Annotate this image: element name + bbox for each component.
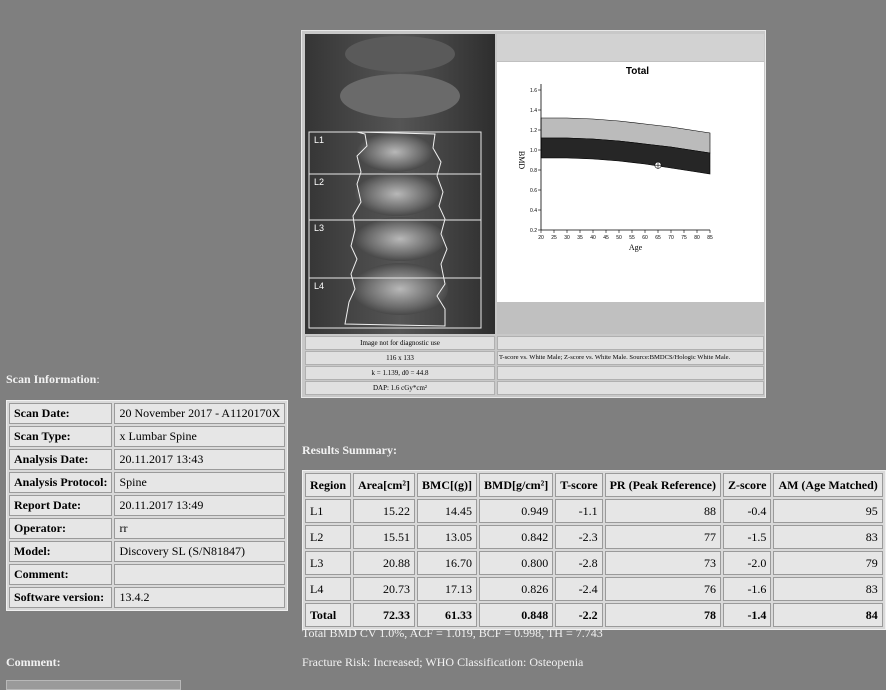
results-cell: 88 bbox=[605, 499, 721, 523]
caption-right-blank bbox=[497, 381, 764, 395]
results-table bbox=[302, 470, 886, 630]
scan-info-row bbox=[9, 472, 285, 493]
scan-info-key: Scan Date: bbox=[9, 403, 112, 424]
results-cell: -2.3 bbox=[555, 525, 602, 549]
chart-y-tick-label: 0.4 bbox=[530, 208, 537, 214]
bmd-chart-container bbox=[497, 62, 764, 302]
scan-info-key: Comment: bbox=[9, 564, 112, 585]
vertebra-label-l4: L4 bbox=[314, 281, 325, 291]
results-cell: 0.800 bbox=[479, 551, 553, 575]
vertebra-label-l3: L3 bbox=[314, 223, 325, 233]
results-header-cell: AM (Age Matched) bbox=[773, 473, 882, 497]
results-cell: -2.0 bbox=[723, 551, 771, 575]
chart-y-tick-label: 1.2 bbox=[530, 128, 537, 134]
results-header-cell: Region bbox=[305, 473, 351, 497]
results-row bbox=[305, 525, 883, 549]
scan-info-value: rr bbox=[114, 518, 285, 539]
results-cell: 79 bbox=[773, 551, 882, 575]
results-cell: L3 bbox=[305, 551, 351, 575]
scan-info-key: Scan Type: bbox=[9, 426, 112, 447]
scan-info-value: 13.4.2 bbox=[114, 587, 285, 608]
scan-info-value: Discovery SL (S/N81847) bbox=[114, 541, 285, 562]
results-cell: -1.1 bbox=[555, 499, 602, 523]
results-cell: 73 bbox=[605, 551, 721, 575]
bmd-chart bbox=[497, 62, 764, 302]
results-header-cell: T-score bbox=[555, 473, 602, 497]
scan-info-row bbox=[9, 426, 285, 447]
scan-info-row bbox=[9, 495, 285, 516]
results-cell: -1.5 bbox=[723, 525, 771, 549]
results-cell: 17.13 bbox=[417, 577, 477, 601]
results-row bbox=[305, 577, 883, 601]
scan-info-value: 20.11.2017 13:49 bbox=[114, 495, 285, 516]
scan-info-row bbox=[9, 587, 285, 608]
caption-right-blank bbox=[497, 336, 764, 350]
results-cell: 0.949 bbox=[479, 499, 553, 523]
scan-info-row bbox=[9, 403, 285, 424]
chart-y-tick-label: 1.0 bbox=[530, 148, 537, 154]
chart-x-tick-label: 80 bbox=[694, 235, 700, 241]
results-header-cell: PR (Peak Reference) bbox=[605, 473, 721, 497]
results-cell: -0.4 bbox=[723, 499, 771, 523]
scan-info-row bbox=[9, 541, 285, 562]
scan-info-value: Spine bbox=[114, 472, 285, 493]
spine-scan-image bbox=[305, 34, 495, 334]
results-cell: -2.2 bbox=[555, 603, 602, 627]
scan-info-value: 20.11.2017 13:43 bbox=[114, 449, 285, 470]
caption-right-blank bbox=[497, 366, 764, 380]
scan-info-row bbox=[9, 449, 285, 470]
scan-info-row bbox=[9, 564, 285, 585]
results-cell: Total bbox=[305, 603, 351, 627]
chart-y-tick-label: 0.2 bbox=[530, 228, 537, 234]
results-cell: 72.33 bbox=[353, 603, 415, 627]
results-cell: 0.842 bbox=[479, 525, 553, 549]
chart-y-tick-label: 1.6 bbox=[530, 88, 537, 94]
chart-x-tick-label: 55 bbox=[629, 235, 635, 241]
chart-y-tick-label: 1.4 bbox=[530, 108, 537, 114]
chart-x-tick-label: 30 bbox=[564, 235, 570, 241]
scan-info-key: Model: bbox=[9, 541, 112, 562]
caption-image-size: 116 x 133 bbox=[305, 351, 495, 365]
image-panel bbox=[301, 30, 766, 398]
results-cell: 95 bbox=[773, 499, 882, 523]
results-row bbox=[305, 603, 883, 627]
results-cell: -1.6 bbox=[723, 577, 771, 601]
scan-info-key: Software version: bbox=[9, 587, 112, 608]
caption-dap: DAP: 1.6 cGy*cm² bbox=[305, 381, 495, 395]
chart-y-tick-label: 0.8 bbox=[530, 168, 537, 174]
results-cell: 15.51 bbox=[353, 525, 415, 549]
scan-info-key: Analysis Protocol: bbox=[9, 472, 112, 493]
scan-info-value: 20 November 2017 - A1120170X bbox=[114, 403, 285, 424]
results-cell: 61.33 bbox=[417, 603, 477, 627]
results-cell: 0.848 bbox=[479, 603, 553, 627]
chart-x-tick-label: 35 bbox=[577, 235, 583, 241]
chart-x-tick-label: 65 bbox=[655, 235, 661, 241]
graph-header bbox=[497, 34, 764, 61]
fracture-risk-footnote: Fracture Risk: Increased; WHO Classification: Osteopenia bbox=[302, 655, 584, 669]
results-cell: 77 bbox=[605, 525, 721, 549]
chart-x-tick-label: 50 bbox=[616, 235, 622, 241]
bmd-cv-footnote: Total BMD CV 1.0%, ACF = 1.019, BCF = 0.998, TH = 7.743 bbox=[302, 626, 603, 640]
results-cell: 0.826 bbox=[479, 577, 553, 601]
results-cell: 20.73 bbox=[353, 577, 415, 601]
scan-info-key: Operator: bbox=[9, 518, 112, 539]
results-row bbox=[305, 499, 883, 523]
results-header-cell: BMD[g/cm²] bbox=[479, 473, 553, 497]
results-cell: 83 bbox=[773, 577, 882, 601]
scan-info-table bbox=[6, 400, 288, 611]
results-cell: -2.8 bbox=[555, 551, 602, 575]
results-cell: 76 bbox=[605, 577, 721, 601]
results-cell: -1.4 bbox=[723, 603, 771, 627]
results-header-cell: BMC[(g)] bbox=[417, 473, 477, 497]
results-cell: L2 bbox=[305, 525, 351, 549]
scan-info-value bbox=[114, 564, 285, 585]
results-cell: L1 bbox=[305, 499, 351, 523]
chart-y-label: BMD bbox=[517, 150, 526, 170]
results-row bbox=[305, 551, 883, 575]
chart-x-tick-label: 75 bbox=[681, 235, 687, 241]
results-cell: 14.45 bbox=[417, 499, 477, 523]
results-cell: 15.22 bbox=[353, 499, 415, 523]
chart-x-tick-label: 40 bbox=[590, 235, 596, 241]
caption-reference-source: T-score vs. White Male; Z-score vs. White Male. Source:BMDCS/Hologic White Male. bbox=[497, 351, 764, 365]
chart-x-tick-label: 60 bbox=[642, 235, 648, 241]
vertebra-label-l2: L2 bbox=[314, 177, 325, 187]
scan-info-title: Scan Information: bbox=[6, 372, 100, 386]
chart-x-tick-label: 25 bbox=[551, 235, 557, 241]
chart-title: Total bbox=[625, 66, 650, 77]
chart-x-tick-label: 85 bbox=[707, 235, 713, 241]
chart-x-label: Age bbox=[628, 243, 643, 252]
results-cell: 13.05 bbox=[417, 525, 477, 549]
chart-x-tick-label: 70 bbox=[668, 235, 674, 241]
scan-info-key: Report Date: bbox=[9, 495, 112, 516]
graph-area bbox=[497, 34, 764, 334]
comment-title: Comment: bbox=[6, 655, 61, 669]
caption-k-d0: k = 1.139, d0 = 44.8 bbox=[305, 366, 495, 380]
results-cell: 20.88 bbox=[353, 551, 415, 575]
vertebra-label-l1: L1 bbox=[314, 135, 325, 145]
results-cell: -2.4 bbox=[555, 577, 602, 601]
comment-box bbox=[6, 680, 181, 690]
results-cell: L4 bbox=[305, 577, 351, 601]
results-summary-title: Results Summary: bbox=[302, 443, 397, 457]
results-cell: 84 bbox=[773, 603, 882, 627]
caption-not-diagnostic: Image not for diagnostic use bbox=[305, 336, 495, 350]
results-cell: 16.70 bbox=[417, 551, 477, 575]
scan-info-value: x Lumbar Spine bbox=[114, 426, 285, 447]
results-cell: 83 bbox=[773, 525, 882, 549]
chart-x-tick-label: 20 bbox=[538, 235, 544, 241]
results-header-cell: Area[cm²] bbox=[353, 473, 415, 497]
scan-info-row bbox=[9, 518, 285, 539]
chart-y-tick-label: 0.6 bbox=[530, 188, 537, 194]
results-header-cell: Z-score bbox=[723, 473, 771, 497]
scan-info-key: Analysis Date: bbox=[9, 449, 112, 470]
chart-x-tick-label: 45 bbox=[603, 235, 609, 241]
results-cell: 78 bbox=[605, 603, 721, 627]
